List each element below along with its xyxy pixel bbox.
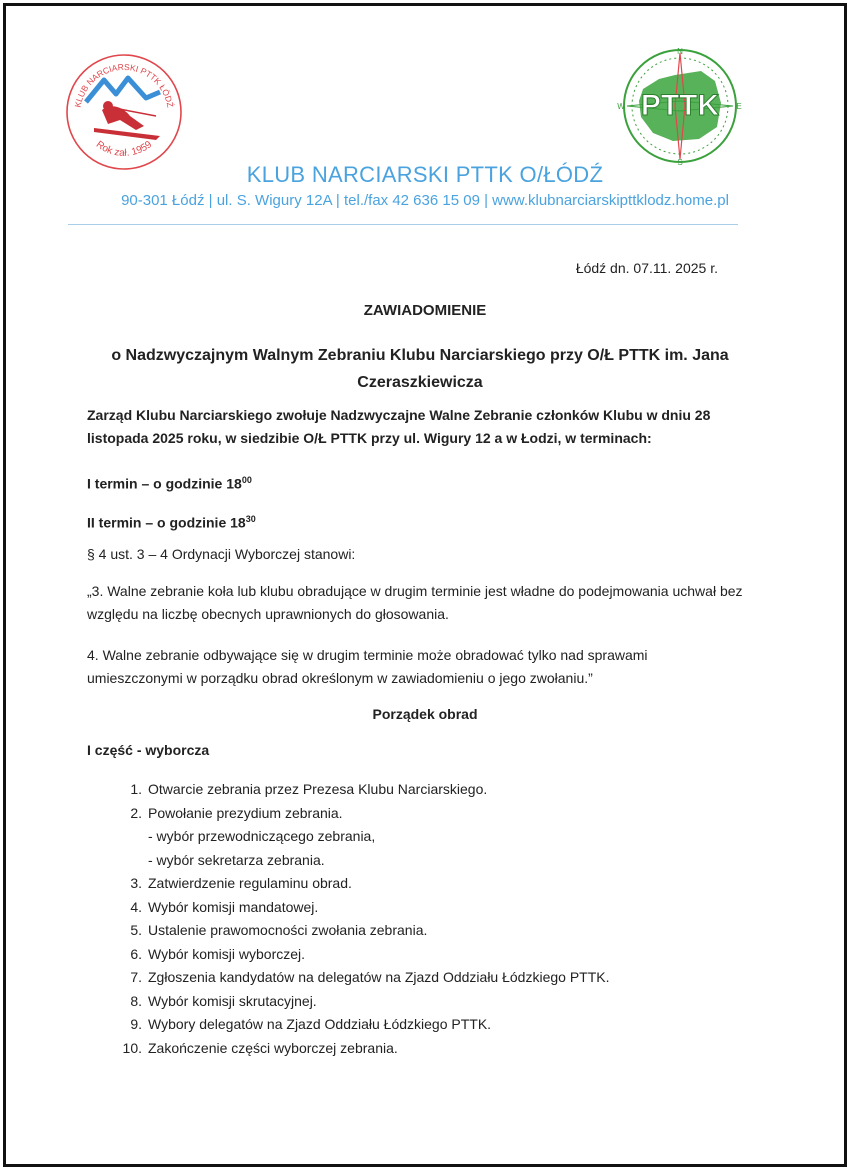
first-term-label: I termin – o godzinie 18 xyxy=(87,475,242,492)
document-date: Łódź dn. 07.11. 2025 r. xyxy=(575,260,718,276)
agenda-item: 10. Zakończenie części wyborczej zebrania. xyxy=(122,1039,398,1056)
compass-e: E xyxy=(736,102,742,111)
pttk-compass-logo xyxy=(615,45,745,167)
agenda-item: 4. Wybór komisji mandatowej. xyxy=(130,898,319,915)
first-term-minutes: 00 xyxy=(241,475,252,485)
compass-n: N xyxy=(677,47,683,56)
compass-s: S xyxy=(677,158,683,167)
pttk-letters: PTTK xyxy=(640,89,720,122)
club-name: KLUB NARCIARSKI PTTK O/ŁÓDŹ xyxy=(246,162,604,187)
quote-paragraph-1: „3. Walne zebranie koła lub klubu obradujące w drugim terminie jest władne do podejmowania uchwał bez względu na liczbę obecnych uprawnionych do głosowania. xyxy=(87,583,743,622)
agenda-item: 1. Otwarcie zebrania przez Prezesa Klubu Narciarskiego. xyxy=(130,781,488,797)
club-address: 90-301 Łódź | ul. S. Wigury 12A | tel./fax 42 636 15 09 | www.klubnarciarskipttklodz.home.pl xyxy=(121,192,729,209)
klub-narciarski-logo xyxy=(64,52,184,172)
document-subtitle: o Nadzwyczajnym Walnym Zebraniu Klubu Narciarskiego przy O/Ł PTTK im. Jana Czeraszkiewicza xyxy=(111,347,729,391)
agenda-item: 2. Powołanie prezydium zebrania. xyxy=(130,804,343,821)
section-title: I część - wyborcza xyxy=(87,742,210,758)
skier-head-icon xyxy=(103,101,113,111)
agenda-item: 8. Wybór komisji skrutacyjnej. xyxy=(130,992,317,1009)
compass-w: W xyxy=(617,102,625,111)
agenda-list xyxy=(117,778,737,1060)
second-term-label: II termin – o godzinie 18 xyxy=(87,514,246,531)
second-term-minutes: 30 xyxy=(245,514,256,524)
agenda-item: 7. Zgłoszenia kandydatów na delegatów na Zjazd Oddziału Łódzkiego PTTK. xyxy=(130,969,610,985)
agenda-title: Porządek obrad xyxy=(372,706,478,722)
agenda-item: 3. Zatwierdzenie regulaminu obrad. xyxy=(130,875,352,891)
first-term xyxy=(87,469,747,496)
intro-paragraph: Zarząd Klubu Narciarskiego zwołuje Nadzwyczajne Walne Zebranie członków Klubu w dniu 28 listopada 2025 roku, w siedzibie O/Ł PTTK przy ul. Wigury 12 a w Łodzi, w terminach: xyxy=(87,407,711,446)
second-term xyxy=(87,508,747,535)
logo-founded-text: Rok zał. 1959 xyxy=(93,139,155,159)
agenda-item: 9. Wybory delegatów na Zjazd Oddziału Łódzkiego PTTK. xyxy=(130,1016,492,1032)
logo-ring-text: KLUB NARCIARSKI PTTK ŁÓDŹ xyxy=(72,61,176,109)
quote-paragraph-2: 4. Walne zebranie odbywające się w drugim terminie może obradować tylko nad sprawami umieszczonymi w porządku obrad określonym w zawiadomieniu o jego zwołaniu.” xyxy=(87,647,648,686)
agenda-item: 5. Ustalenie prawomocności zwołania zebrania. xyxy=(130,922,428,938)
agenda-subitem: - wybór sekretarza zebrania. xyxy=(148,851,325,868)
agenda-subitem: - wybór przewodniczącego zebrania, xyxy=(148,828,376,844)
document-title: ZAWIADOMIENIE xyxy=(363,302,487,319)
agenda-item: 6. Wybór komisji wyborczej. xyxy=(130,945,306,962)
header-divider xyxy=(68,224,738,225)
ski-icon xyxy=(94,128,160,140)
rule-reference: § 4 ust. 3 – 4 Ordynacji Wyborczej stanowi: xyxy=(87,546,356,562)
